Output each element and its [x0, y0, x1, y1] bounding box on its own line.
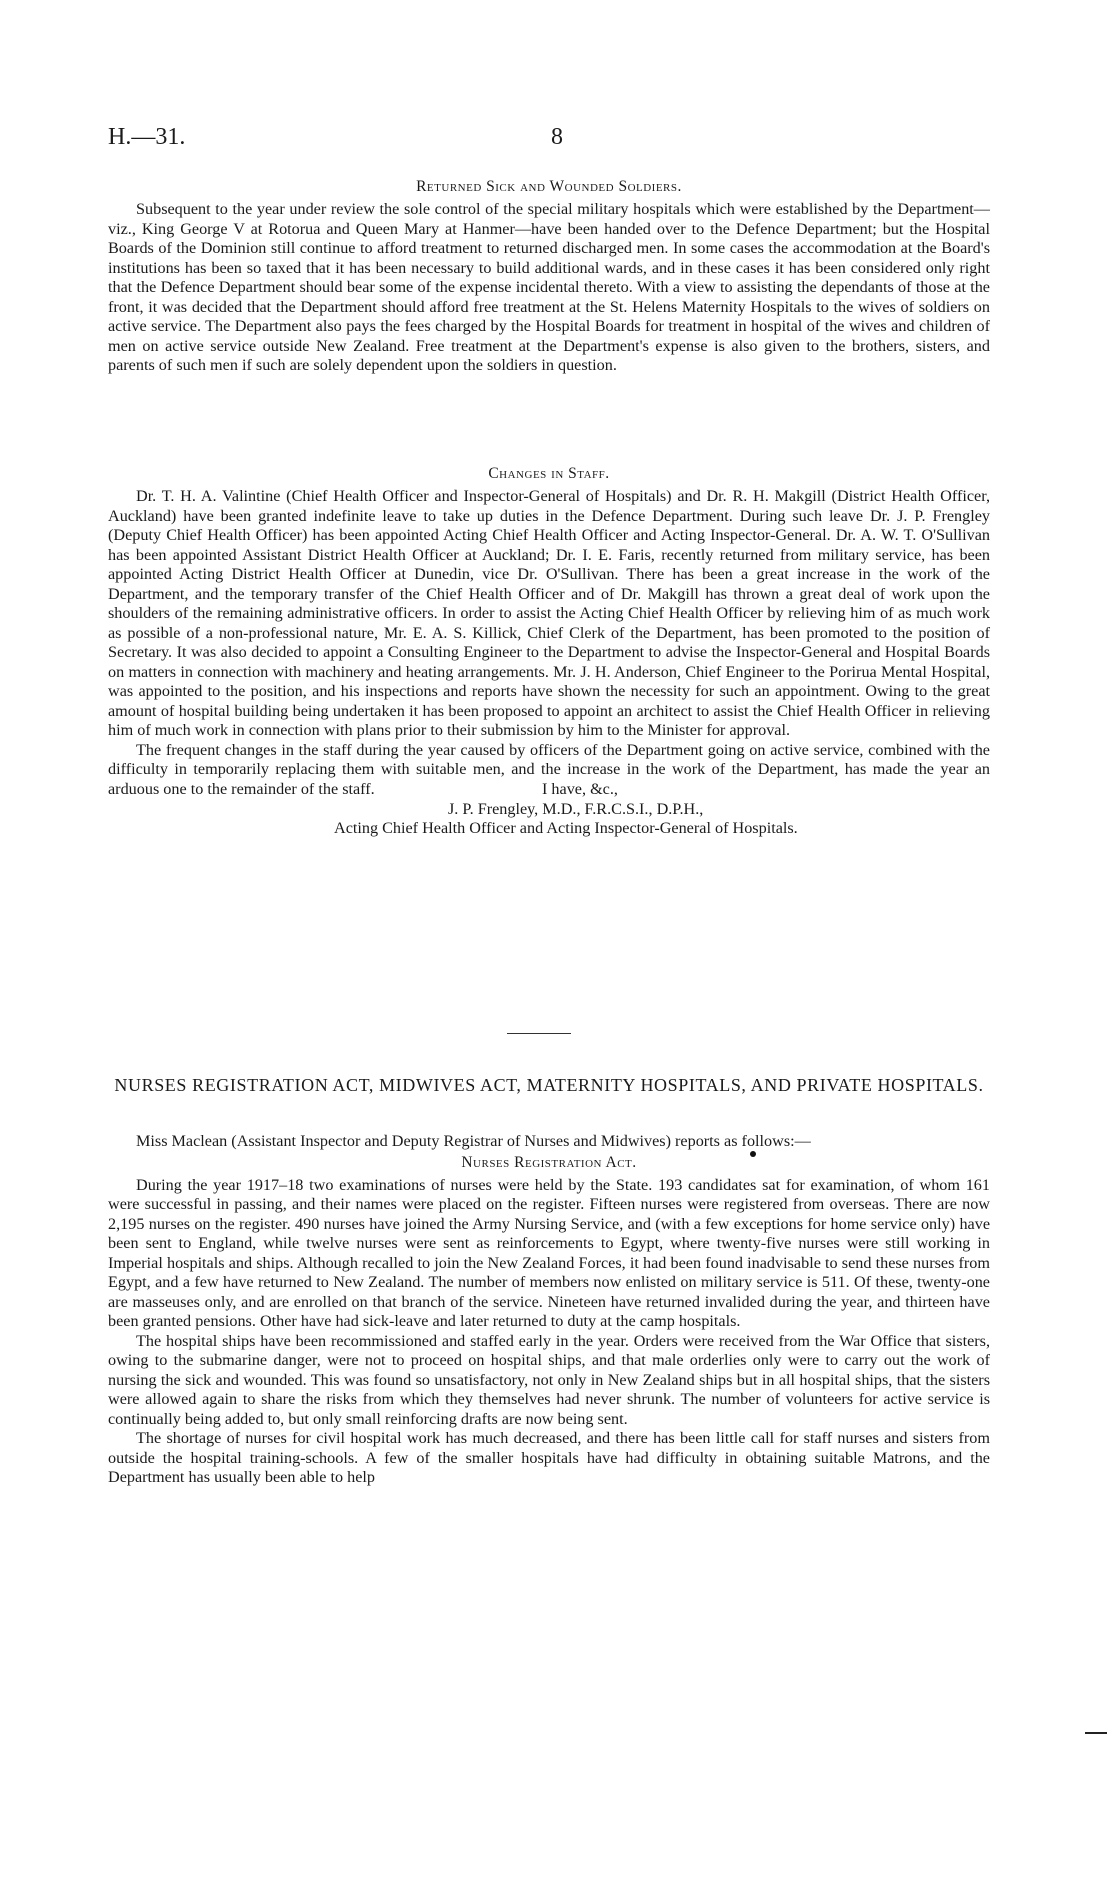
signatory-title: Acting Chief Health Officer and Acting Inspector-General of Hospitals.: [334, 819, 798, 837]
paragraph: Subsequent to the year under review the sole control of the special military hospitals which were established by the Department—viz., King George V at Rotorua and Queen Mary at Hanmer—have been handed over to the Defence Department; but the Hospital Boards of the Dominion still continue to afford treatment to returned discharged men. In some cases the accommodation at the Board's institutions has been so taxed that it has been necessary to build additional wards, and in these cases it has been considered only right that the Defence Department should bear some of the expense incidental thereto. With a view to assisting the dependants of those at the front, it was decided that the Department should afford free treatment at the St. Helens Maternity Hospitals to the wives of soldiers on active service. The Department also pays the fees charged by the Hospital Boards for treatment in hospital of the wives and children of men on active service outside New Zealand. Free treatment at the Department's expense is also given to the brothers, sisters, and parents of such men if such are solely dependent upon the soldiers in question.: [108, 200, 990, 374]
paragraph: During the year 1917–18 two examinations of nurses were held by the State. 193 candidates sat for examination, of whom 161 were successful in passing, and their names were placed on the register. Fifteen nurses were registered from overseas. There are now 2,195 nurses on the register. 490 nurses have joined the Army Nursing Service, and (with a few exceptions for home service only) have been sent to England, while twelve nurses were sent as reinforcements to Egypt, where twenty-five nurses were still working in Imperial hospitals and ships. Although recalled to join the New Zealand Forces, it had been found inadvisable to send these nurses from Egypt, and a few have returned to New Zealand. The number of members now enlisted on military service is 511. Of these, twenty-one are masseuses only, and are enrolled on that branch of the service. Nineteen have returned invalided during the year, and thirteen have been granted pensions. Other have had sick-leave and later returned to duty at the camp hospitals.: [108, 1175, 990, 1330]
paragraph: The hospital ships have been recommissioned and staffed early in the year. Orders were received from the War Office that sisters, owing to the submarine danger, were not to proceed on hospital ships, and that male orderlies only were to carry out the work of nursing the sick and wounded. This was found so unsatisfactory, not only in New Zealand ships but in all hospital ships, that the sisters were allowed again to share the risks from which they themselves had never shrunk. The number of volunteers for active service is continually being added to, but only small reinforcing drafts are now being sent.: [108, 1331, 990, 1428]
paragraph: Dr. T. H. A. Valintine (Chief Health Officer and Inspector-General of Hospitals) and Dr. R. H. Makgill (District Health Officer, Auckland) have been granted indefinite leave to take up duties in the Defence Department. During such leave Dr. J. P. Frengley (Deputy Chief Health Officer) has been appointed Acting Chief Health Officer and Acting Inspector-General. Dr. A. W. T. O'Sullivan has been appointed Assistant District Health Officer at Auckland; Dr. I. E. Faris, recently returned from military service, has been appointed Acting District Health Officer at Dunedin, vice Dr. O'Sullivan. There has been a great increase in the work of the Department, and the temporary transfer of the Chief Health Officer and of Dr. Makgill has thrown a great deal of work upon the shoulders of the remaining administrative officers. In order to assist the Acting Chief Health Officer by relieving him of as much work as possible of a non-professional nature, Mr. E. A. S. Killick, Chief Clerk of the Department, has been promoted to the position of Secretary. It was also decided to appoint a Consulting Engineer to the Department to advise the Inspector-General and Hospital Boards on matters in connection with machinery and heating arrangements. Mr. J. H. Anderson, Chief Engineer to the Porirua Mental Hospital, was appointed to the position, and his inspections and reports have shown the necessity for such an appointment. Owing to the great amount of hospital building being undertaken it has been proposed to appoint an architect to assist the Chief Health Officer in relieving him of much work in connection with plans prior to their submission by him to the Minister for approval.: [108, 487, 990, 739]
section-changes-in-staff: [108, 465, 990, 839]
signatory-name: J. P. Frengley, M.D., F.R.C.S.I., D.P.H.,: [448, 799, 704, 818]
ink-spot: [750, 1151, 756, 1157]
page-number: 8: [551, 124, 563, 150]
paragraph: The shortage of nurses for civil hospital work has much decreased, and there has been little call for staff nurses and sisters from outside the hospital training-schools. A few of the smaller hospitals have had difficulty in obtaining suitable Matrons, and the Department has usually been able to help: [108, 1429, 990, 1486]
section-subheading: Nurses Registration Act.: [461, 1153, 637, 1171]
sign-off: I have, &c.,: [542, 780, 618, 798]
paragraph: The frequent changes in the staff during the year caused by officers of the Department going on active service, combined with the difficulty in temporarily replacing them with suitable men, and the increase in the work of the Department, has made the year an arduous one to the remainder of the staff.: [108, 740, 990, 798]
section-heading: Returned Sick and Wounded Soldiers.: [416, 178, 682, 195]
section-divider: [507, 1033, 571, 1034]
section-returned-soldiers: [108, 178, 990, 376]
section-heading: Changes in Staff.: [488, 465, 610, 482]
margin-mark: [1085, 1732, 1107, 1734]
report-reference: H.—31.: [108, 124, 186, 150]
section-title: NURSES REGISTRATION ACT, MIDWIVES ACT, MATERNITY HOSPITALS, AND PRIVATE HOSPITALS.: [114, 1075, 984, 1095]
intro-paragraph: Miss Maclean (Assistant Inspector and Deputy Registrar of Nurses and Midwives) reports as follows:—: [136, 1132, 811, 1150]
section-nurses-registration: [108, 1132, 990, 1488]
